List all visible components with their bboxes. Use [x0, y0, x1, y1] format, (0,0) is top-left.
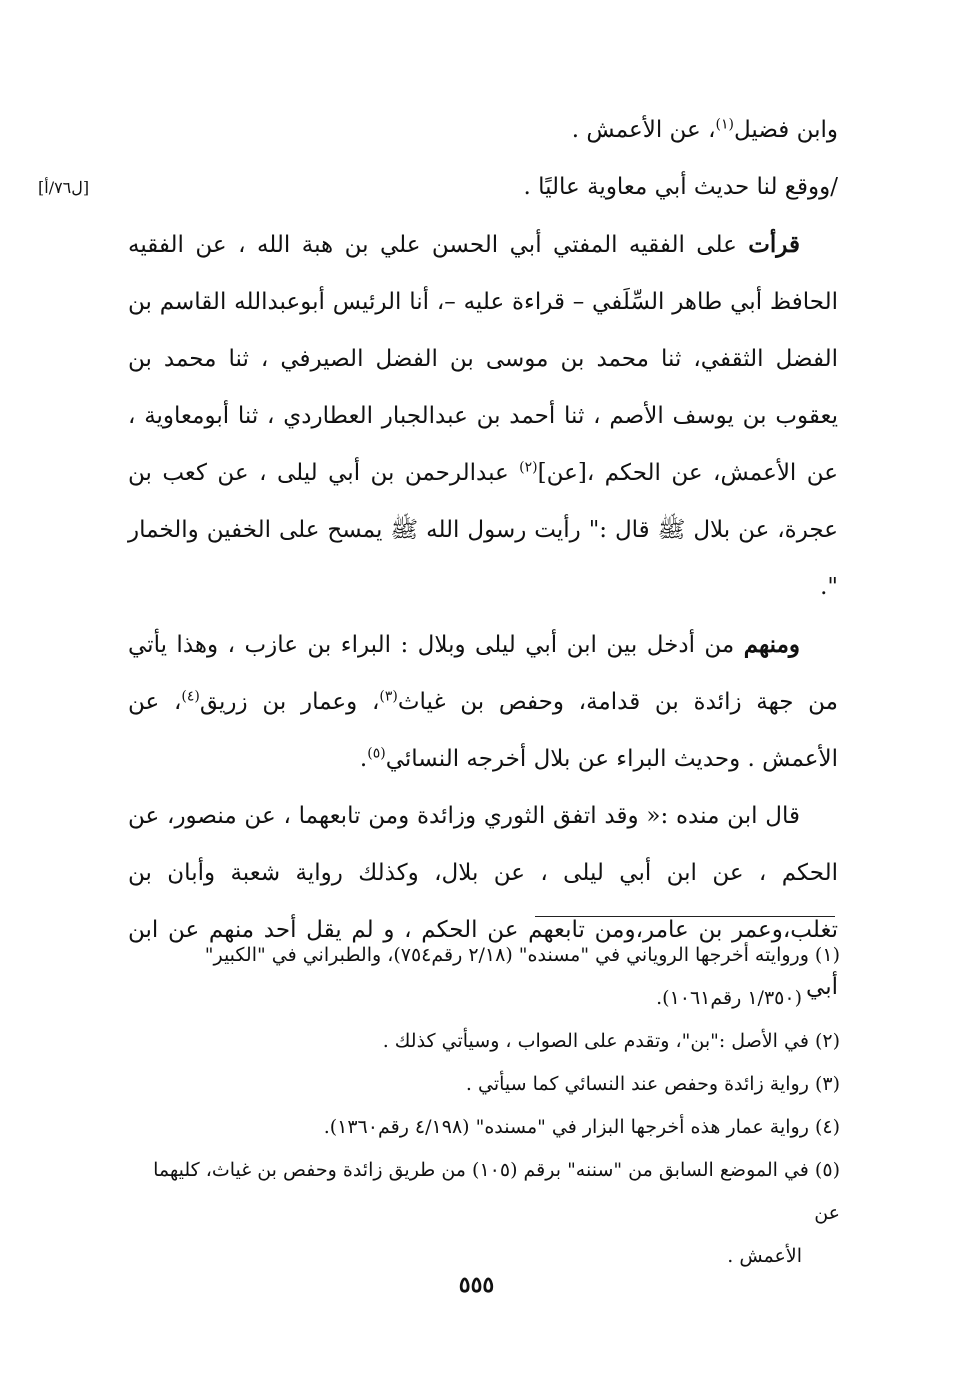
page-number: ٥٥٥ — [458, 1272, 495, 1298]
footnote-3: (٣) رواية زائدة وحفص عند النسائي كما سيأتي . — [465, 1073, 840, 1095]
text-segment: ، عن الأعمش . — [571, 117, 716, 143]
footnote-2: (٢) في الأصل :"بن"، وتقدم على الصواب ، وسيأتي كذلك . — [382, 1030, 840, 1052]
lead-word: ومنهم — [743, 631, 800, 658]
footnote-1: (١) وروايته أخرجها الروياني في "مسنده" (٢/١٨ رقم٧٥٤)، والطبراني في "الكبير" — [204, 944, 840, 966]
manuscript-folio-reference: [ل٧٦/أ] — [38, 178, 90, 197]
footnotes — [128, 934, 840, 1278]
footnote-separator — [535, 916, 835, 917]
lead-word: قرأت — [748, 231, 800, 258]
paragraph-5: قال ابن منده :« وقد اتفق الثوري وزائدة ومن تابعهما ، عن منصور، عن الحكم ، عن ابن أبي ليلى ، عن بلال، وكذلك رواية شعبة وأبان بن تغلب،وعمر بن عامر،ومن تابعهم عن الحكم ، و لم يقل أحد منهم عن ابن أبي — [128, 803, 838, 1000]
footnote-1-continued: (١/٣٥٠ رقم١٠٦١). — [656, 987, 802, 1009]
footnote-5-continued: الأعمش . — [727, 1245, 802, 1267]
main-text — [128, 102, 838, 1016]
footnote-marker-5[interactable]: (٥) — [367, 745, 386, 762]
footnote-marker-1[interactable]: (١) — [715, 116, 734, 133]
text-segment: على الفقيه المفتي أبي الحسن علي بن هبة الله ، عن الفقيه الحافظ أبي طاهر السِّلَفي – قراءة عليه –، أنا الرئيس أبوعبدالله القاسم بن الفضل الثقفي، ثنا محمد بن موسى بن الفضل الصيرفي ، ثنا محمد بن يعقوب بن يوسف الأصم ، ثنا أحمد بن عبدالجبار العطاردي ، ثنا أبومعاوية ، عن الأعمش، عن الحكم ،[عن] — [128, 232, 838, 486]
footnote-marker-3[interactable]: (٣) — [379, 688, 398, 705]
text-segment: من أدخل بين ابن أبي ليلى وبلال : البراء بن عازب ، وهذا يأتي من جهة زائدة بن قدامة، وحفص بن غياث — [128, 632, 838, 715]
footnote-marker-4[interactable]: (٤) — [181, 688, 200, 705]
text-segment: ، عن الأعمش . وحديث البراء عن بلال أخرجه النسائي — [128, 689, 838, 772]
footnote-5: (٥) في الموضع السابق من "سننه" برقم (١٠٥) من طريق زائدة وحفص بن غياث، كليهما عن — [153, 1159, 840, 1224]
footnote-marker-2[interactable]: (٢) — [519, 459, 538, 476]
paragraph-4 — [128, 616, 838, 788]
text-segment: وابن فضيل — [733, 117, 838, 143]
text-segment: . — [359, 746, 368, 772]
paragraph-1 — [128, 102, 838, 159]
paragraph-3 — [128, 216, 838, 616]
footnote-4: (٤) رواية عمار هذه أخرجها البزار في "مسنده" (٤/١٩٨ رقم١٣٦٠). — [323, 1116, 840, 1138]
paragraph-2: /ووقع لنا حديث أبي معاوية عاليًا . — [523, 174, 838, 200]
text-segment: عبدالرحمن بن أبي ليلى ، عن كعب بن عجرة، عن بلال ﷺ قال :" رأيت رسول الله ﷺ يمسح على الخفين والخمار ". — [128, 460, 838, 600]
text-segment: ، وعمار بن زريق — [199, 689, 380, 715]
